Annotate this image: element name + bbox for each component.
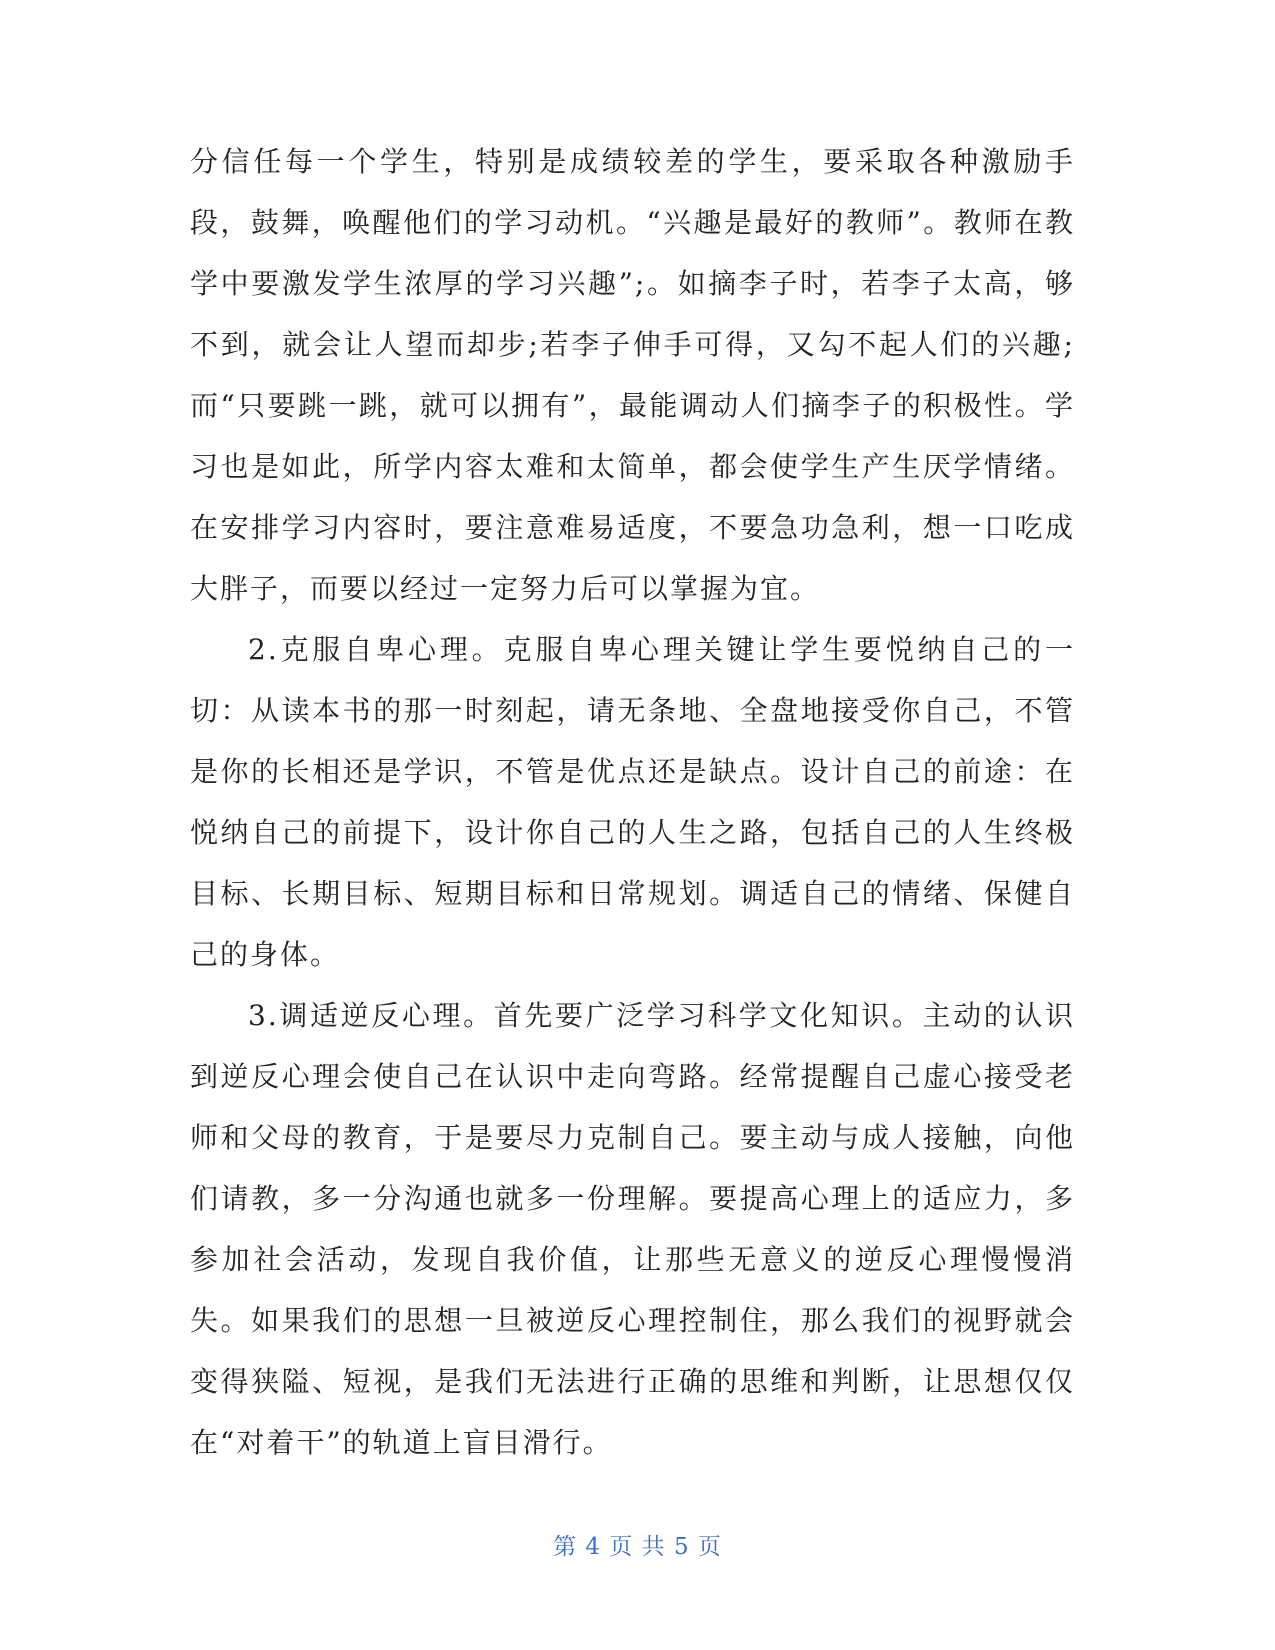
footer-suffix: 页 <box>697 1534 722 1560</box>
paragraph-continuation: 分信任每一个学生，特别是成绩较差的学生，要采取各种激励手段，鼓舞，唤醒他们的学习动机。“兴趣是最好的教师”。教师在教学中要激发学生浓厚的学习兴趣”;。如摘李子时，若李子太高，够不到，就会让人望而却步;若李子伸手可得，又勾不起人们的兴趣;而“只要跳一跳，就可以拥有”，最能调动人们摘李子的积极性。学习也是如此，所学内容太难和太简单，都会使学生产生厌学情绪。在安排学习内容时，要注意难易适度，不要急功急利，想一口吃成大胖子，而要以经过一定努力后可以掌握为宜。 <box>190 145 1075 605</box>
paragraph-adjust-rebellion: 3.调适逆反心理。首先要广泛学习科学文化知识。主动的认识到逆反心理会使自己在认识中走向弯路。经常提醒自己虚心接受老师和父母的教育，于是要尽力克制自己。要主动与成人接触，向他们请教，多一分沟通也就多一份理解。要提高心理上的适应力，多参加社会活动，发现自我价值，让那些无意义的逆反心理慢慢消失。如果我们的思想一旦被逆反心理控制住，那么我们的视野就会变得狭隘、短视，是我们无法进行正确的思维和判断，让思想仅仅在“对着干”的轨道上盲目滑行。 <box>190 999 1075 1459</box>
footer-prefix: 第 <box>553 1534 578 1560</box>
footer-middle: 页 共 <box>609 1534 666 1560</box>
paragraph-overcome-inferiority: 2.克服自卑心理。克服自卑心理关键让学生要悦纳自己的一切：从读本书的那一时刻起，请无条地、全盘地接受你自己，不管是你的长相还是学识，不管是优点还是缺点。设计自己的前途：在悦纳自己的前提下，设计你自己的人生之路，包括自己的人生终极目标、长期目标、短期目标和日常规划。调适自己的情绪、保健自己的身体。 <box>190 633 1075 971</box>
document-body <box>190 140 1075 1473</box>
page-footer <box>0 1532 1275 1562</box>
footer-total-pages: 5 <box>673 1534 690 1560</box>
footer-current-page: 4 <box>585 1534 602 1560</box>
